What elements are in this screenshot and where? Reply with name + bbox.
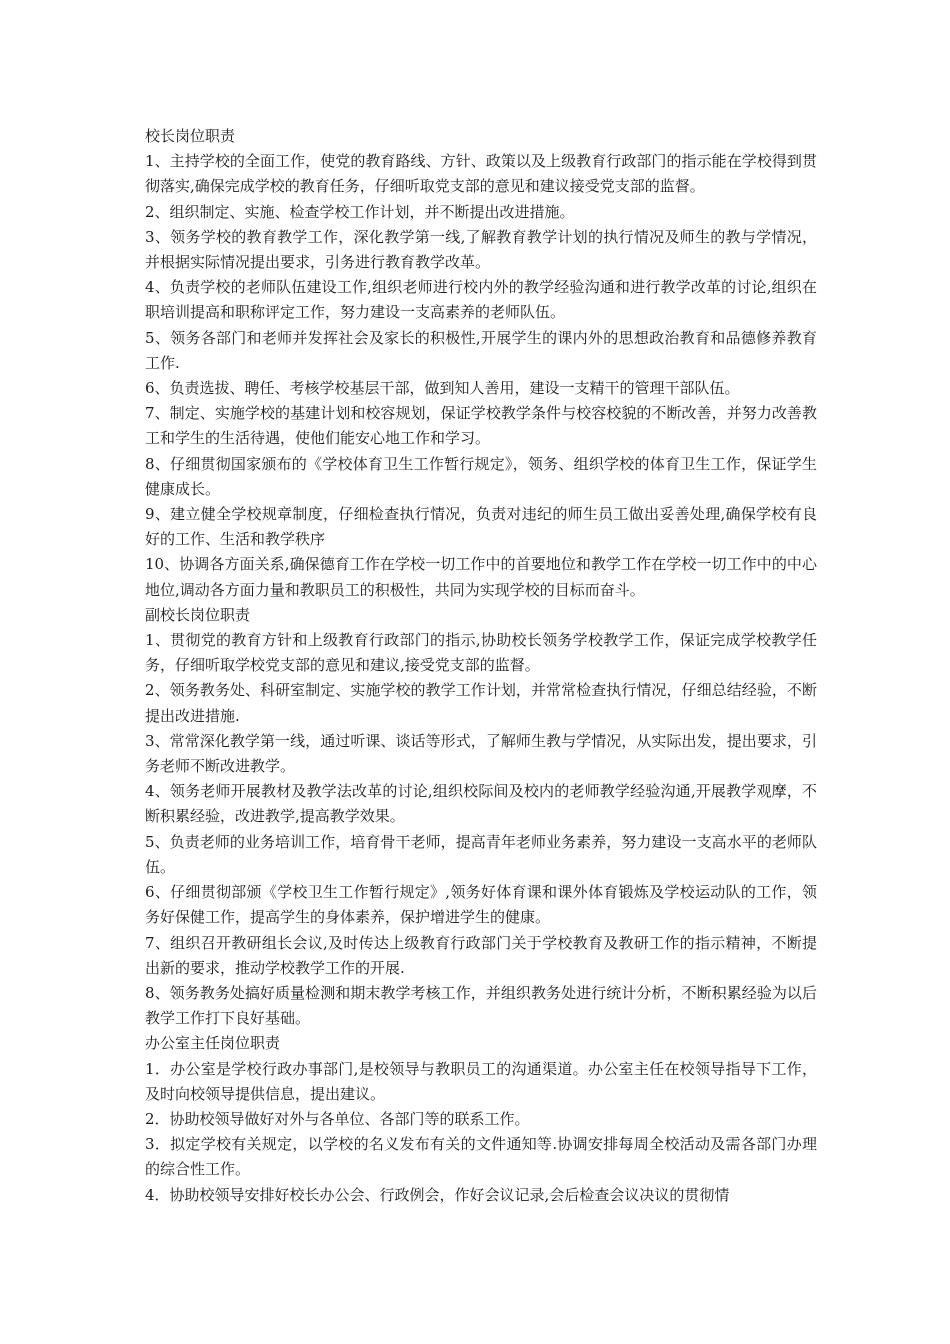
paragraph: 3．拟定学校有关规定，以学校的名义发布有关的文件通知等.协调安排每周全校活动及需各部门办理的综合性工作。	[145, 1135, 817, 1179]
paragraph: 6、负责选拔、聘任、考核学校基层干部，做到知人善用，建设一支精干的管理干部队伍。	[145, 379, 740, 398]
paragraph: 7、组织召开教研组长会议,及时传达上级教育行政部门关于学校教育及教研工作的指示精神，不断提出新的要求，推动学校教学工作的开展.	[145, 933, 817, 977]
section-heading: 副校长岗位职责	[145, 605, 251, 624]
paragraph: 4．协助校领导安排好校长办公会、行政例会，作好会议记录,会后检查会议决议的贯彻情	[145, 1185, 730, 1204]
section-heading: 校长岗位职责	[145, 127, 236, 145]
paragraph: 9、建立健全学校规章制度，仔细检查执行情况，负责对违纪的师生员工做出妥善处理,确保学校有良好的工作、生活和教学秩序	[145, 505, 817, 549]
paragraph: 4、领务老师开展教材及教学法改革的讨论,组织校际间及校内的老师教学经验沟通,开展教学观摩，不断积累经验，改进教学,提高教学效果。	[145, 782, 817, 826]
document-body	[145, 124, 817, 1208]
section-heading: 办公室主任岗位职责	[145, 1034, 281, 1053]
paragraph: 2、组织制定、实施、检查学校工作计划，并不断提出改进措施。	[145, 202, 575, 221]
paragraph: 5、领务各部门和老师并发挥社会及家长的积极性,开展学生的课内外的思想政治教育和品德修养教育工作.	[145, 328, 817, 372]
paragraph: 10、协调各方面关系,确保德育工作在学校一切工作中的首要地位和教学工作在学校一切工作中的中心地位,调动各方面力量和教职员工的积极性，共同为实现学校的目标而奋斗。	[145, 555, 817, 599]
paragraph: 1、主持学校的全面工作，使党的教育路线、方针、政策以及上级教育行政部门的指示能在学校得到贯彻落实,确保完成学校的教育任务，仔细听取党支部的意见和建议接受党支部的监督。	[145, 152, 817, 196]
paragraph: 3、常常深化教学第一线，通过听课、谈话等形式，了解师生教与学情况，从实际出发，提出要求，引务老师不断改进教学。	[145, 731, 817, 776]
section-principal	[145, 124, 817, 603]
paragraph: 2、领务教务处、科研室制定、实施学校的教学工作计划，并常常检查执行情况，仔细总结经验，不断提出改进措施.	[145, 681, 817, 725]
paragraph: 2．协助校领导做好对外与各单位、各部门等的联系工作。	[145, 1109, 530, 1128]
paragraph: 3、领务学校的教育教学工作，深化教学第一线,了解教育教学计划的执行情况及师生的教与学情况，并根据实际情况提出要求，引务进行教育教学改革。	[145, 227, 817, 272]
paragraph: 1、贯彻党的教育方针和上级教育行政部门的指示,协助校长领务学校教学工作，保证完成学校教学任务，仔细听取学校党支部的意见和建议,接受党支部的监督。	[145, 631, 817, 675]
paragraph: 8、仔细贯彻国家颁布的《学校体育卫生工作暂行规定》，领务、组织学校的体育卫生工作，保证学生健康成长。	[145, 454, 817, 498]
paragraph: 8、领务教务处搞好质量检测和期末教学考核工作，并组织教务处进行统计分析，不断积累经验为以后教学工作打下良好基础。	[145, 983, 817, 1028]
section-office-director	[145, 1031, 817, 1207]
paragraph: 5、负责老师的业务培训工作，培育骨干老师，提高青年老师业务素养，努力建设一支高水平的老师队伍。	[145, 832, 817, 876]
paragraph: 7、制定、实施学校的基建计划和校容规划，保证学校教学条件与校容校貌的不断改善，并努力改善教工和学生的生活待遇，使他们能安心地工作和学习。	[145, 404, 817, 448]
section-vice-principal	[145, 603, 817, 1031]
paragraph: 1．办公室是学校行政办事部门,是校领导与教职员工的沟通渠道。办公室主任在校领导指导下工作，及时向校领导提供信息，提出建议。	[145, 1059, 817, 1103]
paragraph: 6、仔细贯彻部颁《学校卫生工作暂行规定》,领务好体育课和课外体育锻炼及学校运动队的工作，领务好保健工作，提高学生的身体素养，保护增进学生的健康。	[145, 883, 817, 927]
paragraph: 4、负责学校的老师队伍建设工作,组织老师进行校内外的教学经验沟通和进行教学改革的讨论,组织在职培训提高和职称评定工作，努力建设一支高素养的老师队伍。	[145, 278, 817, 322]
